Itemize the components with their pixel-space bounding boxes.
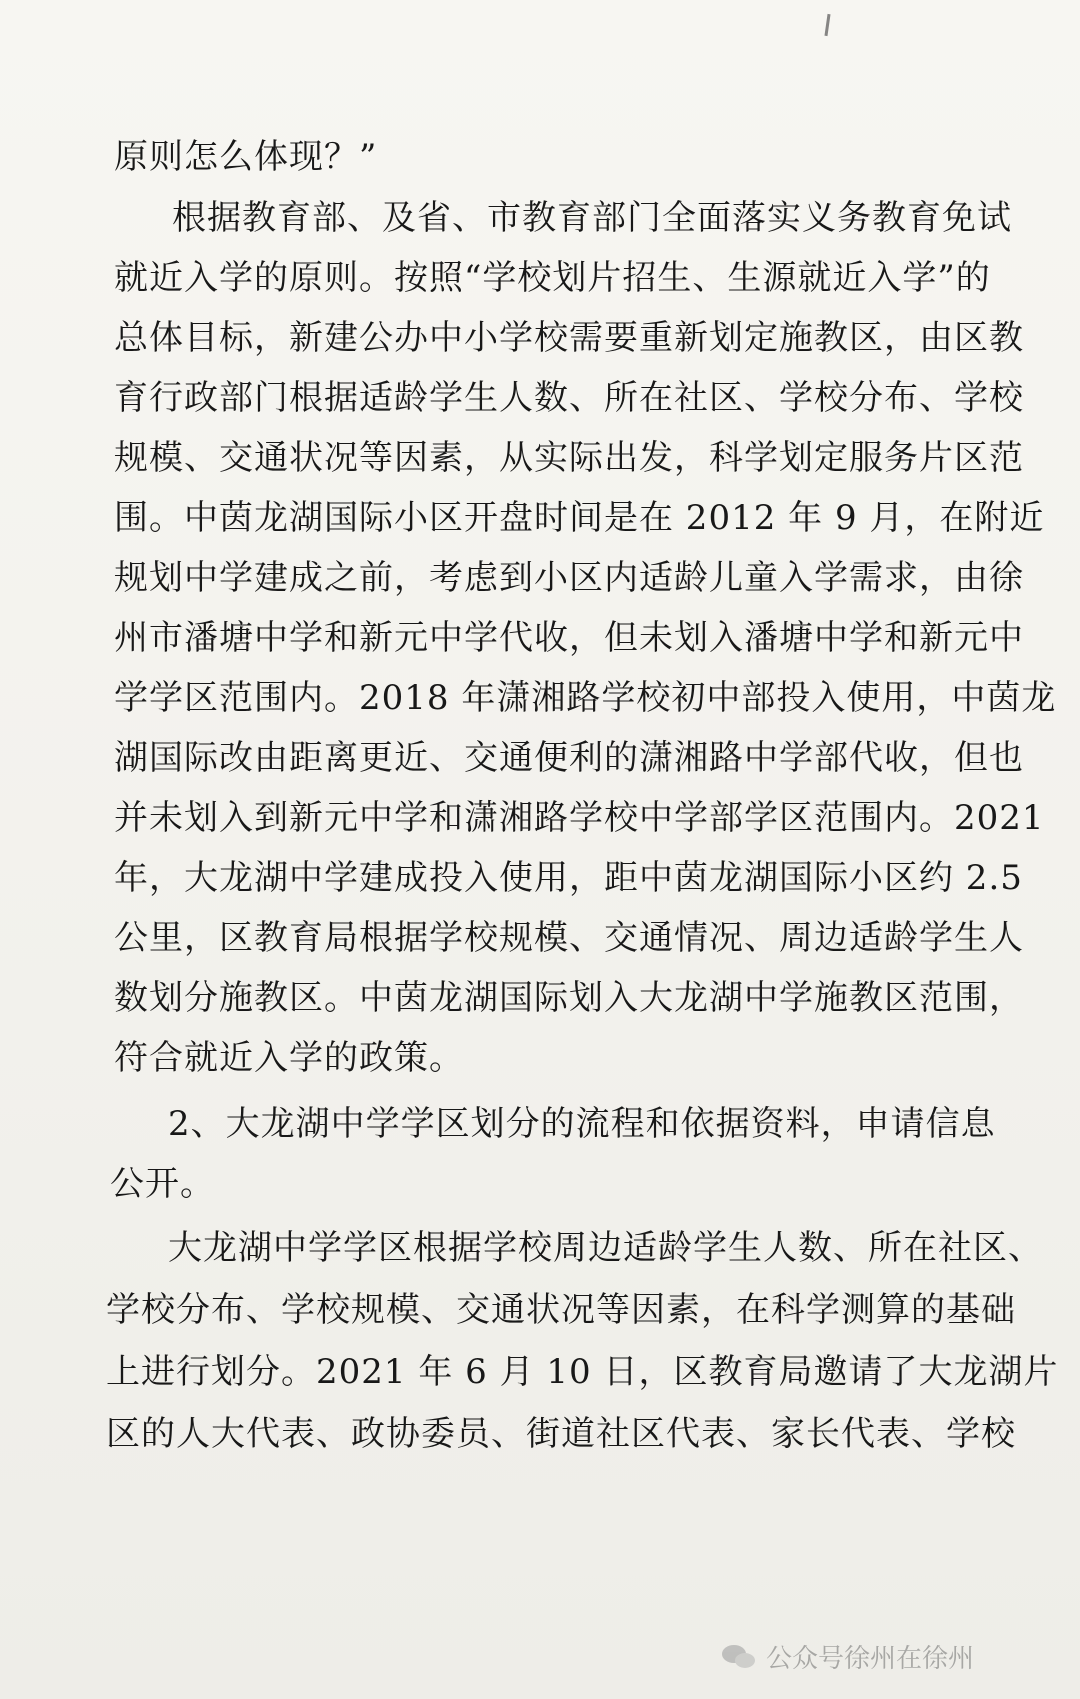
- text-line: 数划分施教区。中茵龙湖国际划入大龙湖中学施教区范围，: [114, 978, 1024, 1018]
- text-line: 原则怎么体现？”: [114, 137, 378, 177]
- text-line: 2、大龙湖中学学区划分的流程和依据资料，申请信息: [168, 1104, 996, 1144]
- text-line: 就近入学的原则。按照“学校划片招生、生源就近入学”的: [114, 258, 991, 298]
- text-line: 年，大龙湖中学建成投入使用，距中茵龙湖国际小区约 2.5: [114, 858, 1023, 898]
- text-line: 学校分布、学校规模、交通状况等因素，在科学测算的基础: [106, 1290, 1016, 1330]
- text-line: 根据教育部、及省、市教育部门全面落实义务教育免试: [172, 198, 1012, 238]
- ink-mark: [824, 14, 830, 36]
- text-line: 区的人大代表、政协委员、街道社区代表、家长代表、学校: [106, 1414, 1016, 1454]
- wechat-icon: [722, 1645, 756, 1669]
- text-line: 湖国际改由距离更近、交通便利的潇湘路中学部代收，但也: [114, 738, 1024, 778]
- text-line: 公开。: [110, 1164, 215, 1204]
- watermark: [722, 1638, 974, 1675]
- text-line: 总体目标，新建公办中小学校需要重新划定施教区，由区教: [114, 318, 1024, 358]
- text-line: 学学区范围内。2018 年潇湘路学校初中部投入使用，中茵龙: [114, 678, 1057, 718]
- watermark-text: 公众号徐州在徐州: [766, 1644, 975, 1674]
- text-line: 规模、交通状况等因素，从实际出发，科学划定服务片区范: [114, 438, 1024, 478]
- text-line: 州市潘塘中学和新元中学代收，但未划入潘塘中学和新元中: [114, 618, 1024, 658]
- text-line: 公里，区教育局根据学校规模、交通情况、周边适龄学生人: [114, 918, 1024, 958]
- text-line: 规划中学建成之前，考虑到小区内适龄儿童入学需求，由徐: [114, 558, 1024, 598]
- text-line: 并未划入到新元中学和潇湘路学校中学部学区范围内。2021: [114, 798, 1045, 838]
- text-line: 育行政部门根据适龄学生人数、所在社区、学校分布、学校: [114, 378, 1024, 418]
- text-line: 上进行划分。2021 年 6 月 10 日，区教育局邀请了大龙湖片: [106, 1352, 1059, 1392]
- text-line: 符合就近入学的政策。: [114, 1038, 464, 1078]
- text-line: 围。中茵龙湖国际小区开盘时间是在 2012 年 9 月，在附近: [114, 498, 1045, 538]
- text-line: 大龙湖中学学区根据学校周边适龄学生人数、所在社区、: [168, 1228, 1043, 1268]
